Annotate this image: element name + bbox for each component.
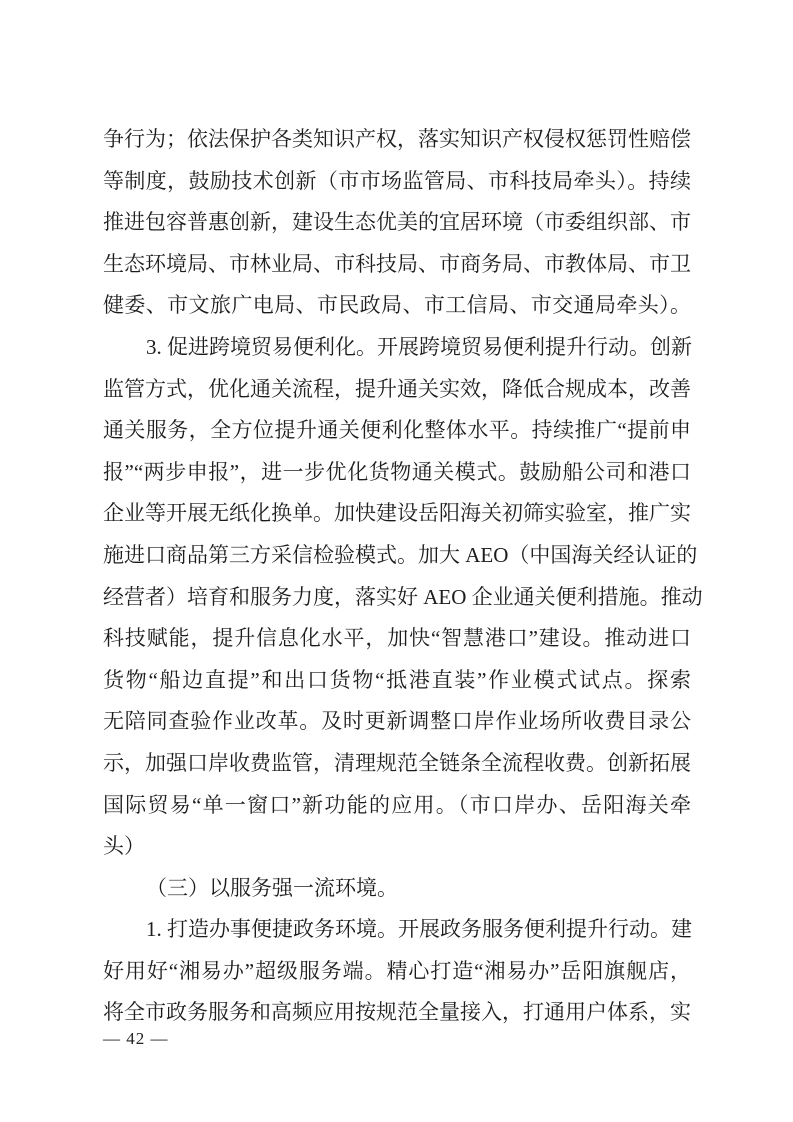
text-line: 健委、市文旅广电局、市民政局、市工信局、市交通局牵头）。 bbox=[103, 293, 691, 318]
page-number: — 42 — bbox=[103, 1029, 169, 1048]
text-line: 等制度，鼓励技术创新（市市场监管局、市科技局牵头）。持续 bbox=[103, 168, 691, 193]
text-line: 施进口商品第三方采信检验模式。加大 AEO（中国海关经认证的 bbox=[103, 542, 698, 567]
document-body bbox=[103, 119, 703, 1034]
text-line: 示，加强口岸收费监管，清理规范全链条全流程收费。创新拓展 bbox=[103, 750, 691, 775]
text-line-paragraph-end: 头） bbox=[103, 834, 145, 859]
text-line: 无陪同查验作业改革。及时更新调整口岸作业场所收费目录公 bbox=[103, 709, 691, 734]
text-line-item-3-start: 3. 促进跨境贸易便利化。开展跨境贸易便利提升行动。创新 bbox=[146, 334, 692, 359]
text-line: 好用好“湘易办”超级服务端。精心打造“湘易办”岳阳旗舰店， bbox=[103, 958, 691, 983]
page-footer bbox=[103, 1029, 169, 1049]
text-line: 争行为；依法保护各类知识产权，落实知识产权侵权惩罚性赔偿 bbox=[103, 127, 691, 151]
text-line-item-1-start: 1. 打造办事便捷政务环境。开展政务服务便利提升行动。建 bbox=[146, 917, 692, 942]
text-line: 监管方式，优化通关流程，提升通关实效，降低合规成本，改善 bbox=[103, 376, 691, 401]
section-heading: （三）以服务强一流环境。 bbox=[146, 875, 398, 900]
text-line: 经营者）培育和服务力度，落实好 AEO 企业通关便利措施。推动 bbox=[103, 584, 703, 609]
text-line: 报”“两步申报”，进一步优化货物通关模式。鼓励船公司和港口 bbox=[103, 459, 691, 484]
text-line: 国际贸易“单一窗口”新功能的应用。（市口岸办、岳阳海关牵 bbox=[103, 792, 691, 817]
text-line: 通关服务，全方位提升通关便利化整体水平。持续推广“提前申 bbox=[103, 418, 691, 443]
text-line: 将全市政务服务和高频应用按规范全量接入，打通用户体系，实 bbox=[103, 1000, 691, 1025]
text-line: 企业等开展无纸化换单。加快建设岳阳海关初筛实验室，推广实 bbox=[103, 501, 691, 526]
text-line: 科技赋能，提升信息化水平，加快“智慧港口”建设。推动进口 bbox=[103, 626, 691, 651]
text-line: 生态环境局、市林业局、市科技局、市商务局、市教体局、市卫 bbox=[103, 251, 691, 276]
text-line: 货物“船边直提”和出口货物“抵港直装”作业模式试点。探索 bbox=[103, 667, 691, 692]
text-line: 推进包容普惠创新，建设生态优美的宜居环境（市委组织部、市 bbox=[103, 210, 691, 235]
